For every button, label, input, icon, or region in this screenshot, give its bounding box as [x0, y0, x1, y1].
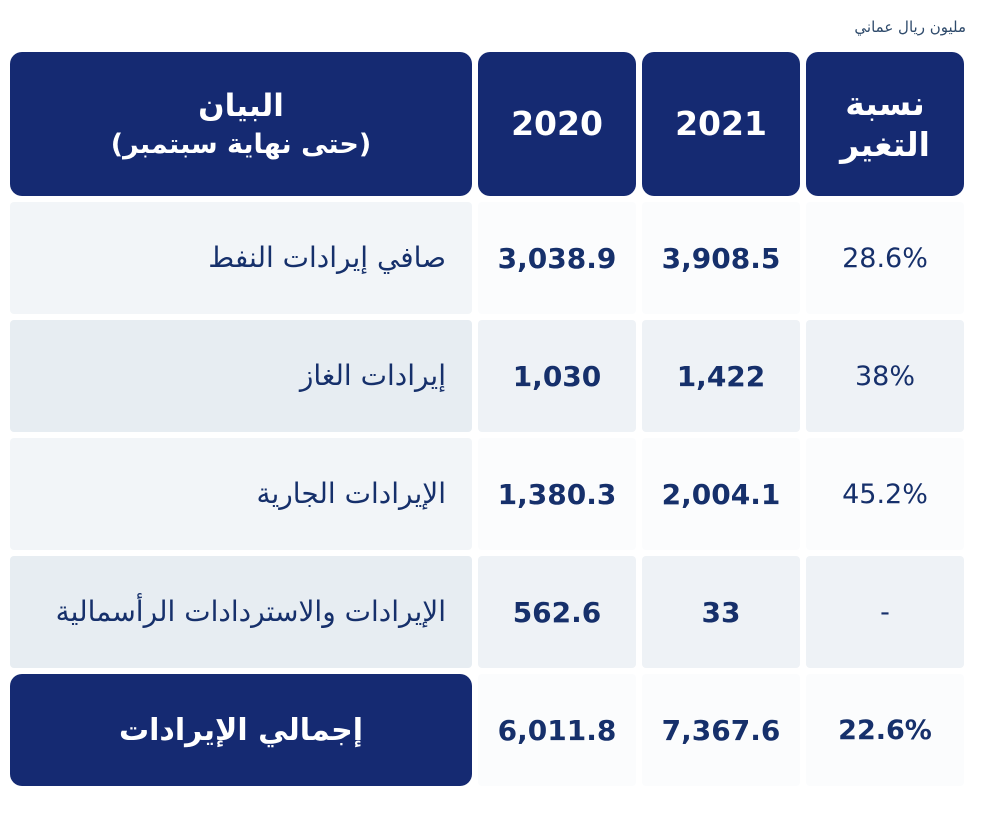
cell-label-total: إجمالي الإيرادات	[10, 674, 472, 786]
cell-2021: 7,367.6	[642, 674, 800, 786]
column-header-2020: 2020	[478, 52, 636, 196]
table-row	[10, 556, 964, 668]
table-header-row	[10, 52, 964, 196]
column-header-change	[806, 52, 964, 196]
cell-label: الإيرادات الجارية	[10, 438, 472, 550]
cell-label: إيرادات الغاز	[10, 320, 472, 432]
cell-2021: 33	[642, 556, 800, 668]
cell-2021: 3,908.5	[642, 202, 800, 314]
table-body	[10, 202, 964, 786]
column-header-change-line2: التغير	[840, 125, 930, 164]
cell-label: الإيرادات والاستردادات الرأسمالية	[10, 556, 472, 668]
revenue-table	[4, 46, 970, 792]
table-row	[10, 202, 964, 314]
table-row-total	[10, 674, 964, 786]
cell-change: 38%	[806, 320, 964, 432]
cell-2021: 1,422	[642, 320, 800, 432]
cell-change: 22.6%	[806, 674, 964, 786]
table-row	[10, 320, 964, 432]
table-header	[10, 52, 964, 196]
cell-2020: 6,011.8	[478, 674, 636, 786]
cell-2020: 3,038.9	[478, 202, 636, 314]
cell-change: -	[806, 556, 964, 668]
column-header-change-line1: نسبة	[845, 83, 925, 123]
column-header-label-main: البيان	[198, 87, 284, 124]
cell-2020: 1,380.3	[478, 438, 636, 550]
cell-label: صافي إيرادات النفط	[10, 202, 472, 314]
unit-note: مليون ريال عماني	[854, 18, 966, 36]
cell-change: 45.2%	[806, 438, 964, 550]
cell-2020: 1,030	[478, 320, 636, 432]
cell-2021: 2,004.1	[642, 438, 800, 550]
column-header-label	[10, 52, 472, 196]
column-header-2021: 2021	[642, 52, 800, 196]
cell-2020: 562.6	[478, 556, 636, 668]
table-row	[10, 438, 964, 550]
column-header-label-sub: (حتى نهاية سبتمبر)	[110, 128, 372, 160]
cell-change: 28.6%	[806, 202, 964, 314]
